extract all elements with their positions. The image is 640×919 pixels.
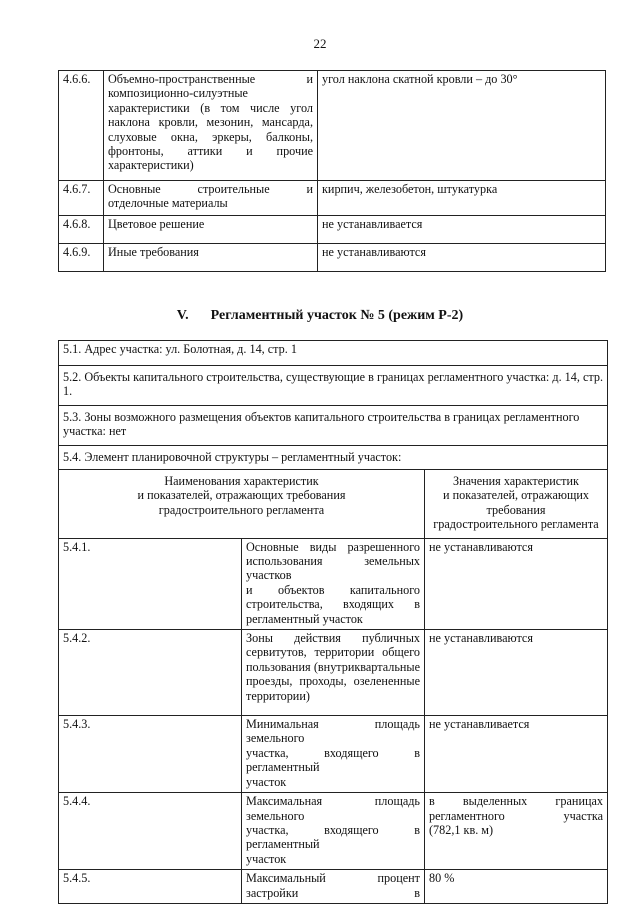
row-number: 5.4.5. (59, 870, 242, 904)
characteristic-line: проезды, проходы, озелененные (246, 674, 420, 689)
requirements-table-bottom (58, 340, 608, 904)
row-number: 5.4.2. (59, 630, 242, 716)
characteristic-line: строительства, входящих в (246, 597, 420, 612)
value-line: кирпич, железобетон, штукатурка (322, 182, 498, 196)
table-row (59, 793, 608, 870)
row-value (425, 630, 608, 716)
row-value (425, 538, 608, 629)
row-characteristic (242, 870, 425, 904)
characteristic-line: фронтоны, аттики и прочие (108, 144, 313, 159)
table-row (59, 716, 608, 793)
characteristic-line: Основные строительные и (108, 182, 313, 196)
table-row (59, 71, 606, 181)
characteristic-line: и объектов капитального (246, 582, 420, 597)
characteristic-line: участок (246, 774, 287, 789)
characteristic-line: сервитутов, территории общего (246, 645, 420, 660)
table-row (59, 216, 606, 244)
characteristic-line: Основные виды разрешенного (246, 539, 420, 554)
objects-cell: 5.2. Объекты капитального строительства, существующие в границах регламентного участка: д. 14, стр. 1. (59, 366, 608, 406)
characteristic-line: характеристики (в том числе угол (108, 100, 313, 115)
address-cell: 5.1. Адрес участка: ул. Болотная, д. 14, стр. 1 (59, 341, 608, 366)
row-number: 4.6.7. (59, 181, 104, 216)
header-left (59, 470, 425, 539)
row-value (318, 181, 606, 216)
table-row (59, 870, 608, 904)
row-value (318, 244, 606, 272)
header-right-line: градостроительного регламента (433, 517, 599, 532)
row-number: 5.4.4. (59, 793, 242, 870)
row-number: 4.6.9. (59, 244, 104, 272)
characteristic-line: Минимальная площадь земельного (246, 717, 420, 746)
characteristic-line: участка, входящего в регламентный (246, 745, 420, 775)
header-right-line: Значения характеристик (453, 474, 579, 488)
row-number: 5.4.3. (59, 716, 242, 793)
row-value (425, 793, 608, 870)
characteristic-line: Зоны действия публичных (246, 631, 420, 646)
row-value (318, 71, 606, 181)
characteristic-line: наклона кровли, мезонин, мансарда, (108, 115, 313, 130)
element-cell: 5.4. Элемент планировочной структуры – регламентный участок: (59, 446, 608, 470)
table-row (59, 538, 608, 629)
header-row (59, 470, 608, 539)
row-number: 5.4.1. (59, 538, 242, 629)
value-line: угол наклона скатной кровли – до 30° (322, 72, 518, 86)
characteristic-line: использования земельных участков (246, 554, 420, 583)
table-row (59, 630, 608, 716)
row-characteristic (104, 216, 318, 244)
row-value (425, 716, 608, 793)
row-characteristic (104, 181, 318, 216)
row-characteristic (242, 793, 425, 870)
value-line: не устанавливаются (429, 539, 533, 554)
info-row-zones (59, 406, 608, 446)
characteristic-line: участка, входящего в регламентный (246, 822, 420, 852)
value-line: не устанавливается (322, 217, 423, 231)
characteristic-line: характеристики) (108, 158, 194, 173)
characteristic-line: Цветовое решение (108, 217, 205, 231)
characteristic-line: композиционно-силуэтные (108, 86, 248, 101)
characteristic-line: Иные требования (108, 245, 199, 259)
characteristic-line: регламентный участок (246, 611, 363, 626)
value-line: не устанавливаются (322, 245, 426, 259)
characteristic-line: слуховые окна, эркеры, балконы, (108, 129, 313, 144)
row-characteristic (242, 716, 425, 793)
section-roman-numeral: V. (176, 308, 189, 323)
header-left-line: градостроительного регламента (158, 502, 325, 517)
section-heading: Регламентный участок № 5 (режим Р-2) (210, 308, 464, 323)
header-left-line: и показателей, отражающих требования (137, 488, 346, 503)
characteristic-line: отделочные материалы (108, 196, 228, 211)
header-right-line: и показателей, отражающих требования (443, 488, 589, 517)
info-row-objects (59, 366, 608, 406)
row-characteristic (104, 71, 318, 181)
header-right (425, 470, 608, 539)
value-line: не устанавливается (429, 717, 530, 732)
row-characteristic (242, 630, 425, 716)
requirements-table-top (58, 70, 606, 272)
row-number: 4.6.8. (59, 216, 104, 244)
characteristic-line: Максимальный процент застройки в (246, 871, 420, 900)
row-value (425, 870, 608, 904)
value-line: в выделенных границах регламентного участка (429, 794, 603, 823)
value-line: (782,1 кв. м) (429, 822, 494, 837)
value-line: не устанавливаются (429, 631, 533, 646)
page-number: 22 (313, 36, 327, 51)
zones-cell: 5.3. Зоны возможного размещения объектов капитального строительства в границах регламентного участка: нет (59, 406, 608, 446)
row-characteristic (104, 244, 318, 272)
info-row-element (59, 446, 608, 470)
characteristic-line: Объемно-пространственные и (108, 72, 313, 86)
characteristic-line: участок (246, 851, 287, 866)
characteristic-line: Максимальная площадь земельного (246, 794, 420, 823)
row-value (318, 216, 606, 244)
row-characteristic (242, 538, 425, 629)
row-number: 4.6.6. (59, 71, 104, 181)
header-left-line: Наименования характеристик (164, 474, 319, 488)
table-row (59, 244, 606, 272)
characteristic-line: территории) (246, 688, 310, 703)
value-line: 80 % (429, 871, 455, 886)
info-row-address (59, 341, 608, 366)
section-title (0, 309, 640, 323)
table-row (59, 181, 606, 216)
characteristic-line: пользования (внутриквартальные (246, 659, 420, 674)
